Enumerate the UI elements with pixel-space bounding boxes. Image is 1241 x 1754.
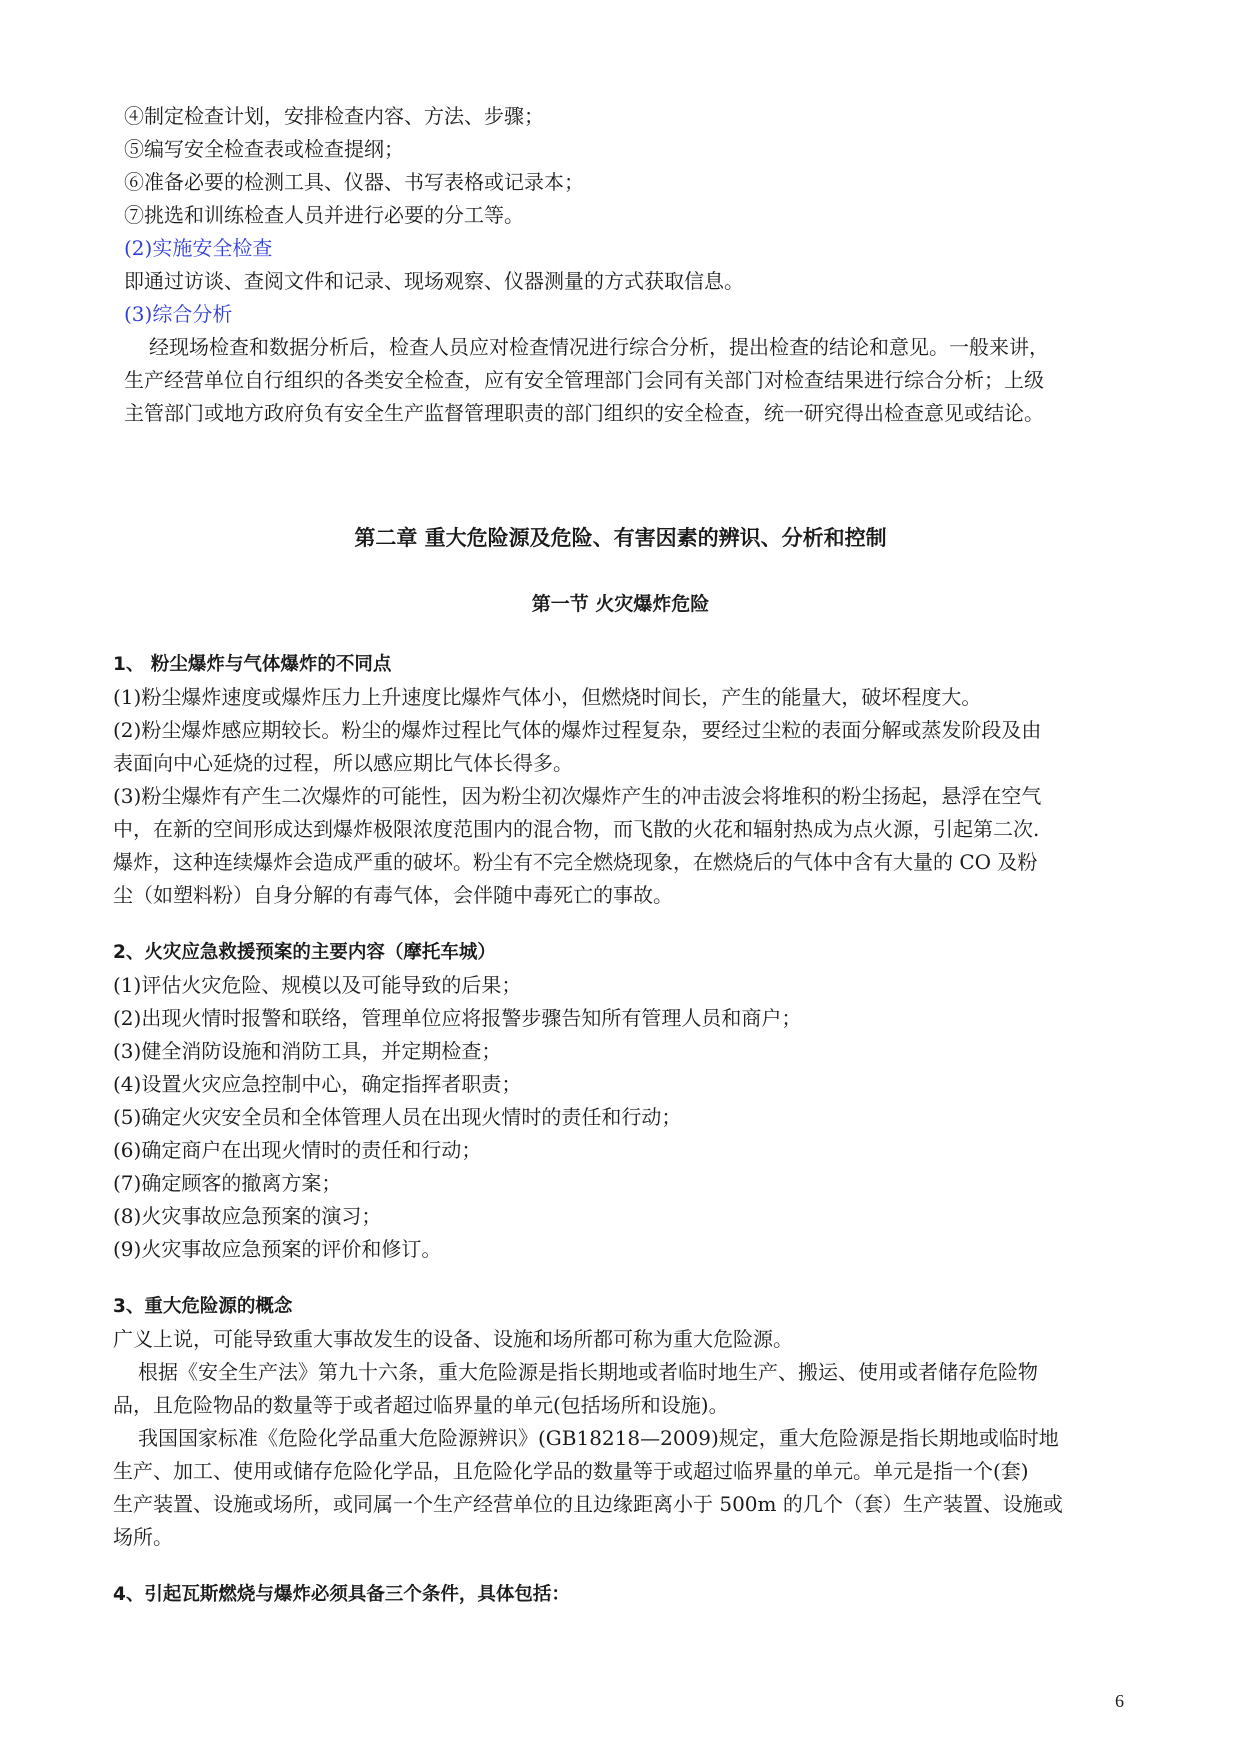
section-title: 第一节 火灾爆炸危险	[531, 593, 710, 615]
step-2-text: 即通过访谈、查阅文件和记录、现场观察、仪器测量的方式获取信息。	[124, 269, 744, 293]
step-3-line: 主管部门或地方政府负有安全生产监督管理职责的部门组织的安全检查，统一研究得出检查意见或结论。	[124, 401, 1044, 425]
question-3-heading: 3、重大危险源的概念	[113, 1296, 293, 1317]
question-2-item: (5)确定火灾安全员和全体管理人员在出现火情时的责任和行动；	[113, 1105, 682, 1129]
list-item: ④制定检查计划，安排检查内容、方法、步骤；	[124, 104, 544, 128]
step-3-line: 经现场检查和数据分析后，检查人员应对检查情况进行综合分析，提出检查的结论和意见。一般来讲，	[149, 335, 1049, 359]
question-1-line: 尘（如塑料粉）自身分解的有毒气体，会伴随中毒死亡的事故。	[113, 883, 673, 907]
chapter-title: 第二章 重大危险源及危险、有害因素的辨识、分析和控制	[354, 526, 887, 550]
question-2-item: (1)评估火灾危险、规模以及可能导致的后果；	[113, 973, 522, 997]
question-2-item: (6)确定商户在出现火情时的责任和行动；	[113, 1138, 482, 1162]
page-number: 6	[1115, 1691, 1124, 1711]
question-3-line: 广义上说，可能导致重大事故发生的设备、设施和场所都可称为重大危险源。	[113, 1327, 793, 1351]
spacer	[113, 1554, 1133, 1578]
question-1-line: 中，在新的空间形成达到爆炸极限浓度范围内的混合物，而飞散的火花和辐射热成为点火源，引起第二次.	[113, 817, 1040, 841]
spacer	[113, 912, 1133, 936]
list-item: ⑤编写安全检查表或检查提纲；	[124, 137, 404, 161]
question-1-line: 表面向中心延烧的过程，所以感应期比气体长得多。	[113, 751, 573, 775]
question-2-item: (7)确定顾客的撤离方案；	[113, 1171, 342, 1195]
question-3-line: 根据《安全生产法》第九十六条，重大危险源是指长期地或者临时地生产、搬运、使用或者储存危险物	[138, 1360, 1038, 1384]
question-2-item: (4)设置火灾应急控制中心，确定指挥者职责；	[113, 1072, 522, 1096]
spacer	[113, 1266, 1133, 1290]
question-2-item: (8)火灾事故应急预案的演习；	[113, 1204, 382, 1228]
question-2-item: (3)健全消防设施和消防工具，并定期检查；	[113, 1039, 502, 1063]
step-3-heading: (3)综合分析	[124, 302, 233, 326]
question-3-line: 生产、加工、使用或储存危险化学品，且危险化学品的数量等于或超过临界量的单元。单元是指一个(套)	[113, 1459, 1029, 1483]
question-1-line: (1)粉尘爆炸速度或爆炸压力上升速度比爆炸气体小，但燃烧时间长，产生的能量大，破坏程度大。	[113, 685, 982, 709]
list-item: ⑥准备必要的检测工具、仪器、书写表格或记录本；	[124, 170, 584, 194]
top-section	[124, 100, 1134, 430]
question-2-heading: 2、火灾应急救援预案的主要内容（摩托车城）	[113, 942, 496, 963]
question-3-line: 生产装置、设施或场所，或同属一个生产经营单位的且边缘距离小于 500m 的几个（套）生产装置、设施或	[113, 1492, 1063, 1516]
question-2-item: (2)出现火情时报警和联络，管理单位应将报警步骤告知所有管理人员和商户；	[113, 1006, 802, 1030]
question-3-line: 品，且危险物品的数量等于或者超过临界量的单元(包括场所和设施)。	[113, 1393, 729, 1417]
question-2-item: (9)火灾事故应急预案的评价和修订。	[113, 1237, 442, 1261]
main-section	[113, 648, 1133, 1611]
question-1-line: (3)粉尘爆炸有产生二次爆炸的可能性，因为粉尘初次爆炸产生的冲击波会将堆积的粉尘扬起，悬浮在空气	[113, 784, 1042, 808]
question-3-line: 场所。	[113, 1525, 173, 1549]
step-2-heading: (2)实施安全检查	[124, 236, 273, 260]
question-3-line: 我国国家标准《危险化学品重大危险源辨识》(GB18218—2009)规定，重大危险源是指长期地或临时地	[138, 1426, 1059, 1450]
list-item: ⑦挑选和训练检查人员并进行必要的分工等。	[124, 203, 524, 227]
question-4-heading: 4、引起瓦斯燃烧与爆炸必须具备三个条件，具体包括：	[113, 1584, 570, 1605]
question-1-heading: 1、 粉尘爆炸与气体爆炸的不同点	[113, 654, 392, 675]
question-1-line: (2)粉尘爆炸感应期较长。粉尘的爆炸过程比气体的爆炸过程复杂，要经过尘粒的表面分解或蒸发阶段及由	[113, 718, 1042, 742]
step-3-line: 生产经营单位自行组织的各类安全检查，应有安全管理部门会同有关部门对检查结果进行综合分析；上级	[124, 368, 1044, 392]
question-1-line: 爆炸，这种连续爆炸会造成严重的破坏。粉尘有不完全燃烧现象，在燃烧后的气体中含有大量的 CO 及粉	[113, 850, 1038, 874]
